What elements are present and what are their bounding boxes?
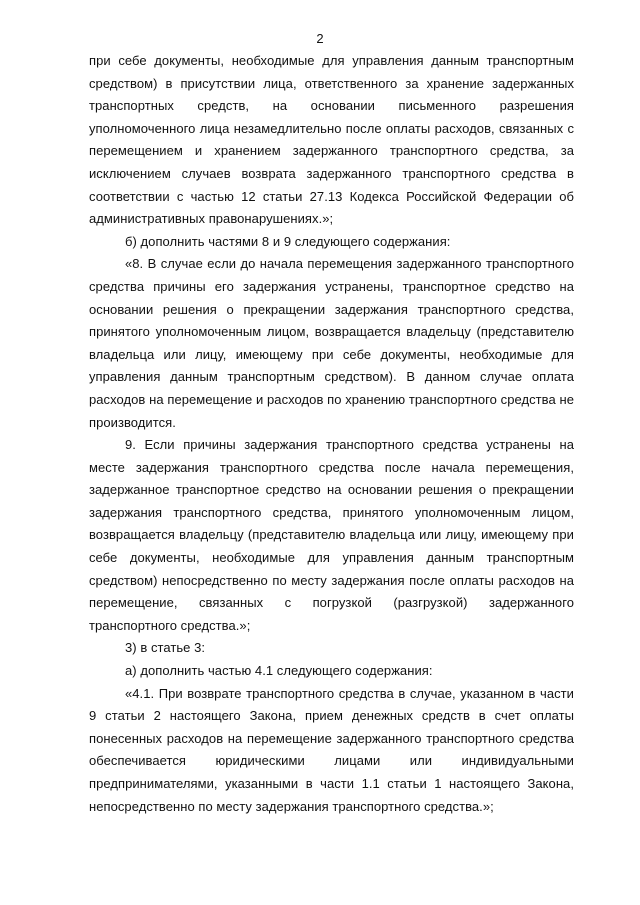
paragraph-part-4-1: «4.1. При возврате транспортного средства в случае, указанном в части 9 статьи 2 настоящего Закона, прием денежных средств в счет оплаты понесенных расходов на перемещение задержанного транспортного средства обеспечивается юридическими лицами или индивидуальными предпринимателями, указанными в части 1.1 статьи 1 настоящего Закона, непосредственно по месту задержания транспортного средства.»; [89,685,574,814]
paragraph-item-b: б) дополнить частями 8 и 9 следующего содержания: [125,233,451,249]
paragraph-continuation: при себе документы, необходимые для управления данным транспортным средством) в присутствии лица, ответственного за хранение задержанных транспортных средств, на основании письменного разрешения уполномоченного лица незамедлительно после оплаты расходов, связанных с перемещением и хранением задержанного транспортного средства, за исключением случаев возврата задержанного транспортного средства в соответствии с частью 12 статьи 27.13 Кодекса Российской Федерации об административных правонарушениях.»; [89,53,574,227]
paragraph-part-8: «8. В случае если до начала перемещения задержанного транспортного средства причины его задержания устранены, транспортное средство на основании решения о прекращении задержания транспортного средства, принятого уполномоченным лицом, возвращается владельцу (представителю владельца или лицу, имеющему при себе документы, необходимые для управления данным транспортным средством). В данном случае оплата расходов на перемещение и расходов по хранению транспортного средства не производится. [89,256,574,430]
paragraph-part-9: 9. Если причины задержания транспортного средства устранены на месте задержания транспортного средства после начала перемещения, задержанное транспортное средство на основании решения о прекращении задержания транспортного средства, принятого уполномоченным лицом, возвращается владельцу (представителю владельца или лицу, имеющему при себе документы, необходимые для управления данным транспортным средством) непосредственно по месту задержания после оплаты расходов на перемещение, связанных с погрузкой (разгрузкой) задержанного транспортного средства.»; [89,437,574,633]
page-number: 2 [316,31,324,46]
paragraph-item-3: 3) в статье 3: [125,640,206,656]
document-body [89,50,574,818]
paragraph-item-a: а) дополнить частью 4.1 следующего содержания: [125,663,433,679]
